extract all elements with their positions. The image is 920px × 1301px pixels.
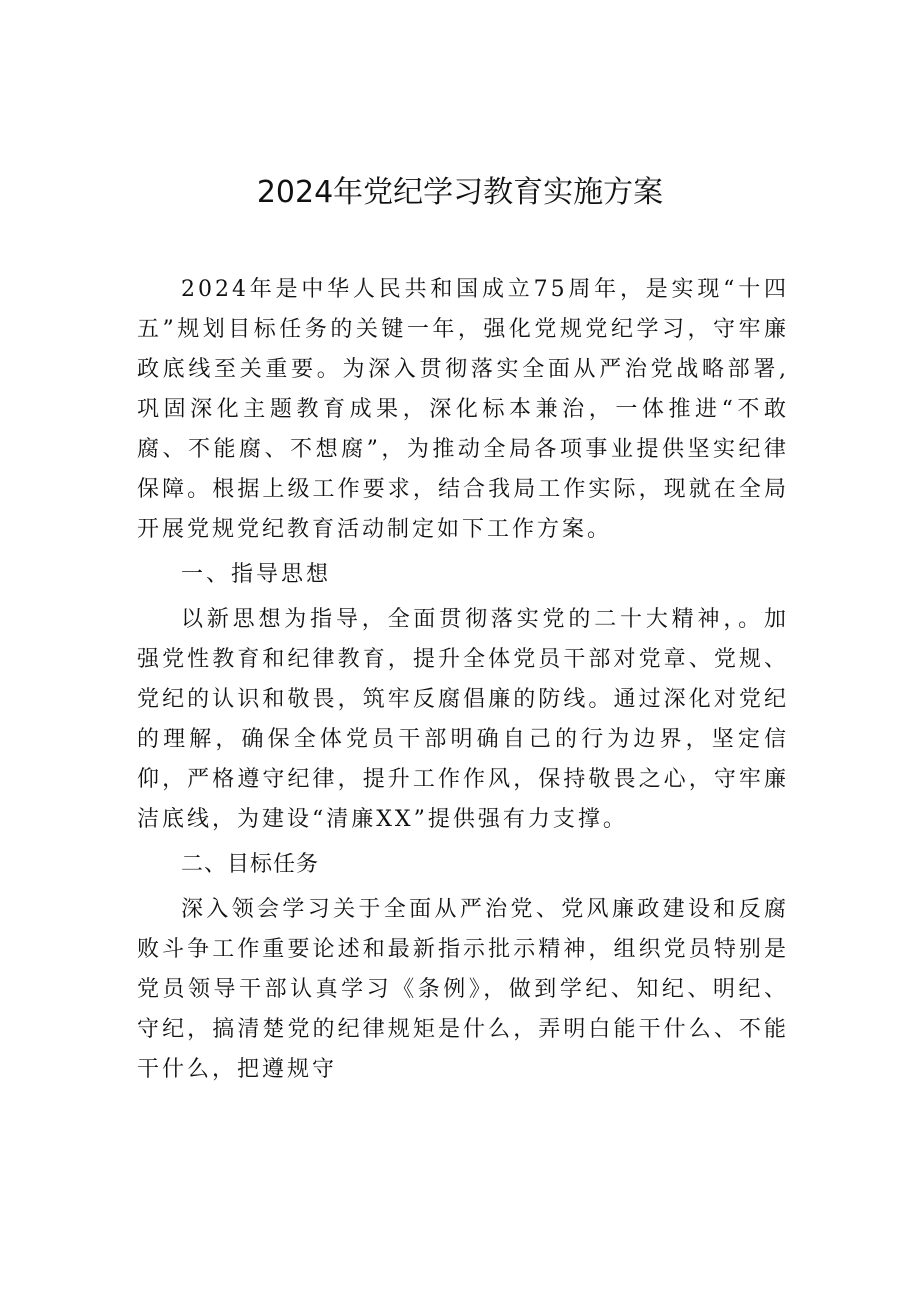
section-2-paragraph: 深入领会学习关于全面从严治党、党风廉政建设和反腐败斗争工作重要论述和最新指示批示精神，组织党员特别是党员领导干部认真学习《条例》，做到学纪、知纪、明纪、守纪，搞清楚党的纪律规矩是什么，弄明白能干什么、不能干什么，把遵规守 bbox=[137, 897, 789, 1082]
document-body bbox=[137, 270, 789, 1090]
intro-paragraph: 2024年是中华人民共和国成立75周年，是实现“十四五”规划目标任务的关键一年，强化党规党纪学习，守牢廉政底线至关重要。为深入贯彻落实全面从严治党战略部署,巩固深化主题教育成果，深化标本兼治，一体推进“不敢腐、不能腐、不想腐”，为推动全局各项事业提供坚实纪律保障。根据上级工作要求，结合我局工作实际，现就在全局开展党规党纪教育活动制定如下工作方案。 bbox=[137, 277, 789, 542]
section-2-heading: 二、目标任务 bbox=[181, 852, 320, 877]
document-title: 2024年党纪学习教育实施方案 bbox=[256, 175, 664, 210]
section-1-paragraph: 以新思想为指导，全面贯彻落实党的二十大精神，。加强党性教育和纪律教育，提升全体党员干部对党章、党规、党纪的认识和敬畏，筑牢反腐倡廉的防线。通过深化对党纪的理解，确保全体党员干部明确自己的行为边界，坚定信仰，严格遵守纪律，提升工作作风，保持敬畏之心，守牢廉洁底线，为建设“清廉XX”提供强有力支撑。 bbox=[137, 607, 789, 832]
section-1-heading: 一、指导思想 bbox=[181, 562, 332, 587]
